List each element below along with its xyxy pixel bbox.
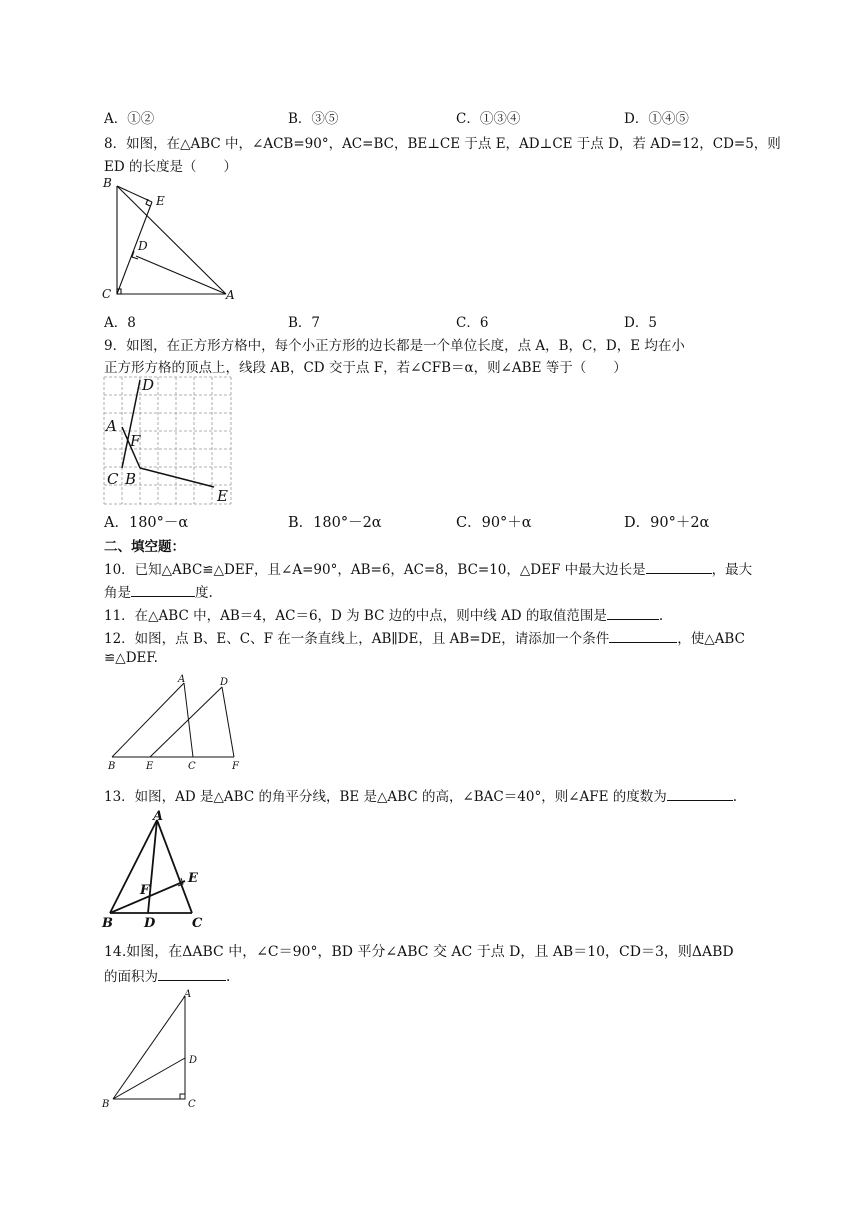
q10-answer-blank-2[interactable] [131,582,195,597]
q10-question-line2 [104,581,213,601]
q10-text-c: 角是 [104,585,131,601]
q14-question-line1: 14.如图，在ΔABC 中，∠C＝90°，BD 平分∠ABC 交 AC 于点 D，且 AB＝10，CD＝3，则ΔABD [104,944,734,960]
q9-option-b: B．180°－2α [288,515,382,531]
q14-figure [100,985,220,1115]
q8-label-b: B [103,176,112,190]
q7-option-a: A．①② [104,111,155,127]
q12-text-b: ，使△ABC [677,631,745,647]
q9-label-a: A [106,417,117,435]
q12-label-a: A [178,674,186,685]
q12-label-b: B [108,761,116,772]
q8-option-b: B．7 [288,315,321,331]
q12-text-a: 12．如图，点 B、E、C、F 在一条直线上，AB∥DE，且 AB=DE，请添加一个条件 [104,631,610,647]
q8-question-line1: 8．如图，在△ABC 中，∠ACB=90°，AC=BC，BE⊥CE 于点 E，AD⊥CE 于点 D，若 AD=12，CD=5，则 [104,136,781,152]
q9-grid-figure [104,377,234,507]
q8-label-e: E [156,194,165,208]
q8-question-line2: ED 的长度是（ ） [104,159,237,175]
q14-answer-blank[interactable] [158,966,226,981]
q8-label-c: C [102,287,112,301]
q7-option-b: B．③⑤ [288,111,339,127]
q9-label-f: F [130,432,141,450]
q13-label-d: D [144,916,156,931]
section-title-fill-in: 二、填空题： [104,539,185,555]
q13-figure [100,808,220,933]
q13-text: 13．如图，AD 是△ABC 的角平分线，BE 是△ABC 的高，∠BAC＝40°，则∠AFE 的度数为 [104,789,667,805]
q8-figure [100,175,240,305]
q10-text-a: 10．已知△ABC≌△DEF，且∠A=90°，AB=6，AC=8，BC=10，△DEF 中最大边长是 [104,562,646,578]
q13-label-e: E [188,871,198,886]
q14-text-a: 的面积为 [104,969,158,985]
q13-label-a: A [153,809,164,824]
q12-question-line2: ≌△DEF. [104,650,158,666]
q10-text-d: 度. [195,585,213,601]
q11-text: 11．在△ABC 中，AB＝4，AC＝6，D 为 BC 边的中点，则中线 AD 的取值范围是 [104,608,607,624]
q12-label-f: F [232,761,239,772]
q13-label-f: F [140,883,150,898]
q13-label-c: C [192,916,203,931]
q14-text-b: . [226,969,231,985]
q10-answer-blank-1[interactable] [646,559,712,574]
q12-label-c: C [188,761,196,772]
q14-label-c: C [188,1099,196,1110]
q13-label-b: B [102,916,113,931]
q11-text-end: . [658,608,664,624]
q12-figure [104,673,254,773]
q12-answer-blank[interactable] [609,628,677,643]
q12-question-line1 [104,627,745,647]
q14-label-d: D [189,1055,198,1066]
q8-label-d: D [138,239,148,253]
q9-label-e: E [217,487,228,505]
q10-question-line1 [104,558,752,578]
q14-label-a: A [184,989,192,1000]
q14-question-line2 [104,965,230,985]
q12-label-d: D [220,677,229,688]
q11-question [104,604,663,624]
q9-option-d: D．90°＋2α [624,515,710,531]
q13-answer-blank[interactable] [667,786,733,801]
q7-option-c: C．①③④ [456,111,521,127]
q11-answer-blank[interactable] [607,605,659,620]
q13-text-end: . [732,789,738,805]
q8-option-d: D．5 [624,315,657,331]
q8-option-a: A．8 [104,315,136,331]
q12-label-e: E [146,761,154,772]
q9-label-c: C [107,470,119,488]
q9-question-line1: 9．如图，在正方形方格中，每个小正方形的边长都是一个单位长度，点 A，B，C，D，E 均在小 [104,338,685,354]
q9-question-line2: 正方形方格的顶点上，线段 AB，CD 交于点 F，若∠CFB＝α，则∠ABE 等于（ ） [104,360,627,376]
q7-option-d: D．①④⑤ [624,111,689,127]
q8-option-c: C．6 [456,315,489,331]
q9-label-b: B [125,470,137,488]
q9-option-c: C．90°＋α [456,515,532,531]
q10-text-b: ，最大 [711,562,753,578]
q8-label-a: A [226,288,235,302]
q9-option-a: A．180°－α [104,515,189,531]
q13-question [104,785,737,805]
q14-label-b: B [102,1099,110,1110]
q9-label-d: D [142,376,155,394]
